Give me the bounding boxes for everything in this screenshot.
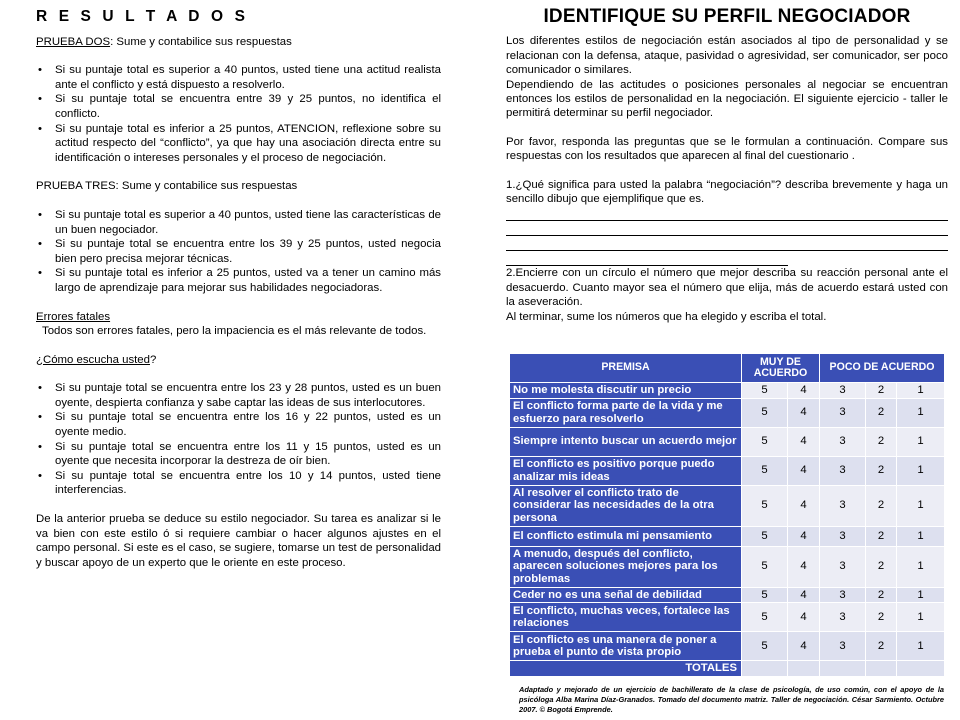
score-option[interactable]: 2	[866, 546, 897, 587]
score-option[interactable]: 3	[820, 587, 866, 603]
list-item: • Si su puntaje total es inferior a 25 puntos, usted va a tener un camino más largo de aprendizaje para mejorar sus habilidades negociadoras.	[36, 266, 441, 295]
score-option[interactable]: 5	[742, 398, 788, 427]
question-2: 2.Encierre con un círculo el número que mejor describa su reacción personal ante el desacuerdo. Cuanto mayor sea el número que elija, más de acuerdo estará usted con la aseveración.	[506, 267, 948, 309]
escucha-list	[36, 381, 441, 498]
score-option[interactable]: 1	[897, 526, 945, 546]
score-option[interactable]: 5	[742, 603, 788, 632]
list-item: • Si su puntaje total se encuentra entre los 16 y 22 puntos, usted es un oyente medio.	[36, 410, 441, 439]
score-option[interactable]: 1	[897, 383, 945, 399]
score-option[interactable]: 2	[866, 456, 897, 485]
errores-heading: Errores fatales	[36, 310, 111, 323]
question-1: 1.¿Qué significa para usted la palabra “negociación”? describa brevemente y haga un sencillo dibujo que ejemplifique que es.	[506, 178, 948, 206]
total-input-cell[interactable]	[897, 661, 945, 677]
column-header-premisa: PREMISA	[510, 354, 742, 383]
table-row	[510, 427, 945, 456]
score-option[interactable]: 4	[788, 398, 820, 427]
source-footnote: Adaptado y mejorado de un ejercicio de bachillerato de la clase de psicología, de uso común, con el apoyo de la psicóloga Alba Marina Díaz-Granados. Tomado del documento matriz. Taller de negociación. César Sarmiento. Octubre 2007. © Bogotá Emprende.	[519, 685, 944, 714]
score-option[interactable]: 1	[897, 398, 945, 427]
score-option[interactable]: 2	[866, 587, 897, 603]
score-option[interactable]: 5	[742, 632, 788, 661]
column-header-muy-de-acuerdo: MUY DE ACUERDO	[742, 354, 820, 383]
score-option[interactable]: 2	[866, 526, 897, 546]
score-option[interactable]: 3	[820, 632, 866, 661]
totals-row	[510, 661, 945, 677]
table-row	[510, 383, 945, 399]
questionnaire-column	[506, 6, 948, 324]
score-option[interactable]: 4	[788, 456, 820, 485]
score-option[interactable]: 1	[897, 587, 945, 603]
total-input-cell[interactable]	[742, 661, 788, 677]
list-item: • Si su puntaje total se encuentra entre los 39 y 25 puntos, usted negocia bien pero precisa mejorar técnicas.	[36, 237, 441, 266]
score-option[interactable]: 4	[788, 427, 820, 456]
score-option[interactable]: 3	[820, 427, 866, 456]
prueba-tres-list	[36, 208, 441, 296]
total-input-cell[interactable]	[866, 661, 897, 677]
list-item: • Si su puntaje total es superior a 40 puntos, usted tiene las características de un buen negociador.	[36, 208, 441, 237]
score-option[interactable]: 4	[788, 603, 820, 632]
score-option[interactable]: 5	[742, 587, 788, 603]
answer-line[interactable]	[506, 206, 948, 221]
score-option[interactable]: 5	[742, 456, 788, 485]
instructions-paragraph: Por favor, responda las preguntas que se le formulan a continuación. Compare sus respuestas con los resultados que aparecen al final del cuestionario .	[506, 135, 948, 163]
score-option[interactable]: 1	[897, 456, 945, 485]
table-row	[510, 398, 945, 427]
table-row	[510, 632, 945, 661]
premisa-cell: Ceder no es una señal de debilidad	[510, 587, 742, 603]
score-option[interactable]: 2	[866, 632, 897, 661]
premisa-cell: El conflicto forma parte de la vida y me esfuerzo para resolverlo	[510, 398, 742, 427]
premisa-cell: El conflicto es positivo porque puedo analizar mis ideas	[510, 456, 742, 485]
score-option[interactable]: 4	[788, 526, 820, 546]
answer-line[interactable]	[506, 251, 788, 266]
score-option[interactable]: 3	[820, 398, 866, 427]
score-option[interactable]: 2	[866, 485, 897, 526]
premisa-cell: Siempre intento buscar un acuerdo mejor	[510, 427, 742, 456]
prueba-tres-heading: PRUEBA TRES: Sume y contabilice sus respuestas	[36, 180, 298, 193]
table-row	[510, 546, 945, 587]
total-input-cell[interactable]	[788, 661, 820, 677]
score-option[interactable]: 1	[897, 427, 945, 456]
score-option[interactable]: 1	[897, 603, 945, 632]
premisa-cell: Al resolver el conflicto trato de considerar las necesidades de la otra persona	[510, 485, 742, 526]
table-row	[510, 456, 945, 485]
premisa-cell: El conflicto es una manera de poner a prueba el punto de vista propio	[510, 632, 742, 661]
score-option[interactable]: 3	[820, 603, 866, 632]
score-option[interactable]: 3	[820, 456, 866, 485]
score-option[interactable]: 4	[788, 546, 820, 587]
answer-line[interactable]	[506, 221, 948, 236]
list-item: • Si su puntaje total es superior a 40 puntos, usted tiene una actitud realista ante el conflicto y está dispuesto a resolverlo.	[36, 63, 441, 92]
conclusion-text: De la anterior prueba se deduce su estilo negociador. Su tarea es analizar si le va bien con este estilo ó si requiere cambiar o hacer algunos ajustes en el campo personal. Si este es el caso, se sugiere, tomarse un test de personalidad y buscar apoyo de un experto que le oriente en este proceso.	[36, 513, 441, 569]
score-option[interactable]: 3	[820, 485, 866, 526]
score-option[interactable]: 1	[897, 546, 945, 587]
page-title: IDENTIFIQUE SU PERFIL NEGOCIADOR	[543, 6, 911, 27]
column-header-poco-de-acuerdo: POCO DE ACUERDO	[820, 354, 945, 383]
premisa-cell: No me molesta discutir un precio	[510, 383, 742, 399]
premisa-cell: El conflicto, muchas veces, fortalece las relaciones	[510, 603, 742, 632]
table-body	[510, 383, 945, 677]
table-row	[510, 603, 945, 632]
intro-paragraph: Los diferentes estilos de negociación están asociados al tipo de personalidad y se relacionan con la defensa, ataque, pasividad o agresividad, ser comunicador, ser poco comunicador o similares.	[506, 35, 948, 77]
list-item: • Si su puntaje total se encuentra entre 39 y 25 puntos, no identifica el conflicto.	[36, 92, 441, 121]
score-option[interactable]: 5	[742, 383, 788, 399]
score-option[interactable]: 2	[866, 603, 897, 632]
score-option[interactable]: 4	[788, 587, 820, 603]
score-option[interactable]: 5	[742, 526, 788, 546]
premisa-table	[509, 353, 945, 677]
list-item: • Si su puntaje total se encuentra entre los 10 y 14 puntos, usted tiene interferencias.	[36, 469, 441, 498]
results-title: R E S U L T A D O S	[36, 8, 249, 25]
score-option[interactable]: 2	[866, 398, 897, 427]
score-option[interactable]: 4	[788, 485, 820, 526]
total-input-cell[interactable]	[820, 661, 866, 677]
list-item: • Si su puntaje total es inferior a 25 puntos, ATENCION, reflexione sobre su actitud respecto del “conflicto”, ya que hay una asociación directa entre su identificación o intereses personales y el proceso de negociación.	[36, 122, 441, 166]
totals-label: TOTALES	[510, 661, 742, 677]
table-row	[510, 526, 945, 546]
score-option[interactable]: 4	[788, 632, 820, 661]
table-header-row	[510, 354, 945, 383]
score-option[interactable]: 5	[742, 485, 788, 526]
score-option[interactable]: 1	[897, 632, 945, 661]
question-2-instruction: Al terminar, sume los números que ha elegido y escriba el total.	[506, 310, 827, 323]
score-option[interactable]: 5	[742, 427, 788, 456]
score-option[interactable]: 2	[866, 383, 897, 399]
list-item: • Si su puntaje total se encuentra entre los 11 y 15 puntos, usted es un oyente que necesita incorporar la destreza de oír bien.	[36, 440, 441, 469]
premisa-cell: A menudo, después del conflicto, aparecen soluciones mejores para los problemas	[510, 546, 742, 587]
score-option[interactable]: 3	[820, 526, 866, 546]
list-item: • Si su puntaje total se encuentra entre los 23 y 28 puntos, usted es un buen oyente, despierta confianza y sabe captar las ideas de sus interlocutores.	[36, 381, 441, 410]
score-option[interactable]: 3	[820, 383, 866, 399]
score-option[interactable]: 5	[742, 546, 788, 587]
escucha-heading: ¿Cómo escucha usted?	[36, 353, 157, 366]
premisa-cell: El conflicto estimula mi pensamiento	[510, 526, 742, 546]
errores-text: Todos son errores fatales, pero la impaciencia es el más relevante de todos.	[42, 325, 427, 338]
intro-paragraph: Dependiendo de las actitudes o posiciones personales al negociar se encuentran entonces los estilos de personalidad en la negociación. El siguiente ejercicio - taller le permitirá determinar su perfil negociador.	[506, 78, 948, 120]
prueba-dos-list	[36, 63, 441, 165]
score-option[interactable]: 3	[820, 546, 866, 587]
score-option[interactable]: 1	[897, 485, 945, 526]
score-option[interactable]: 2	[866, 427, 897, 456]
prueba-dos-heading: PRUEBA DOS: Sume y contabilice sus respuestas	[36, 35, 292, 48]
table-row	[510, 587, 945, 603]
table-row	[510, 485, 945, 526]
score-option[interactable]: 4	[788, 383, 820, 399]
results-column	[36, 10, 441, 570]
answer-line[interactable]	[506, 236, 948, 251]
